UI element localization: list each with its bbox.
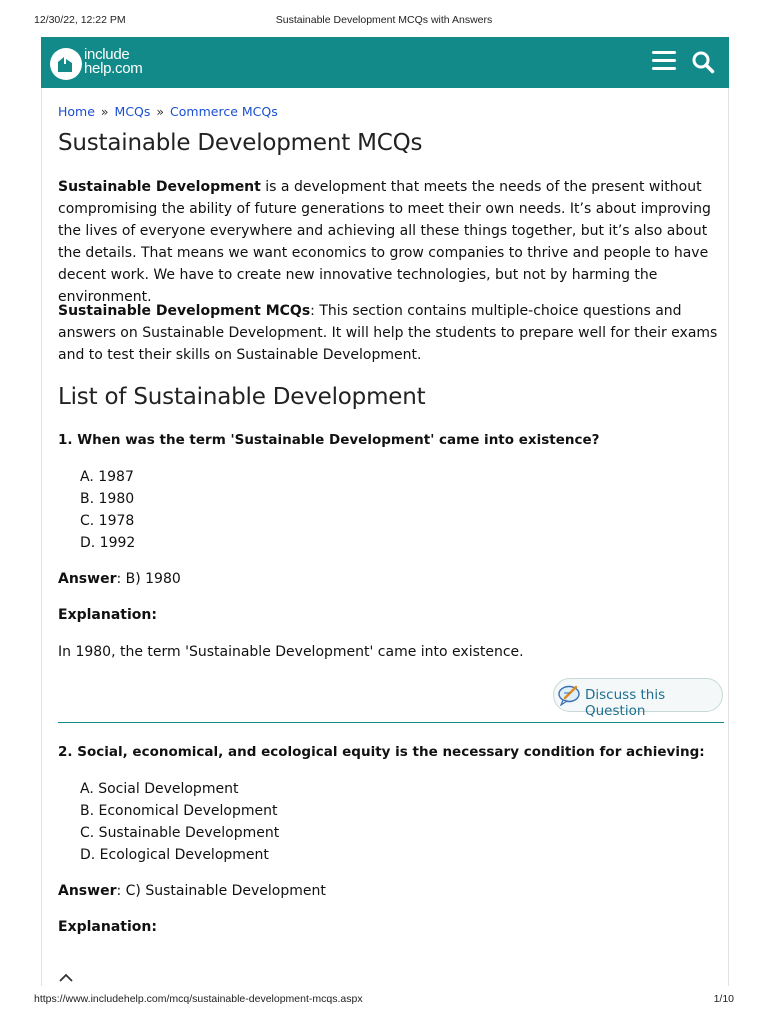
print-url: https://www.includehelp.com/mcq/sustainable-development-mcqs.aspx [34,993,363,1005]
section-intro-bold: Sustainable Development MCQs [58,303,311,319]
question-1-answer [58,571,181,587]
chevron-up-icon[interactable] [58,968,74,978]
section-intro-text: : This section contains multiple-choice questions and answers on Sustainable Development. It will help the students to prepare well for their exams and to test their skills on Sustainable Development. [58,303,718,363]
navbar [41,37,729,88]
intro-paragraph [58,176,722,308]
discuss-chat-icon [558,684,582,706]
option[interactable]: A. 1987 [80,469,134,485]
question-divider [58,722,724,723]
breadcrumb-mcqs[interactable]: MCQs [114,104,151,119]
question-1-explanation: In 1980, the term 'Sustainable Development' came into existence. [58,644,524,660]
logo-line2: help.com [84,60,143,77]
answer-value: : C) Sustainable Development [116,883,326,899]
logo-text [84,48,142,76]
breadcrumb-commerce-mcqs[interactable]: Commerce MCQs [170,104,278,119]
answer-label: Answer [58,883,117,899]
option[interactable]: B. Economical Development [80,803,278,819]
list-title: List of Sustainable Development [58,384,426,410]
discuss-button-label: Discuss this Question [585,687,666,719]
question-2-options [80,778,279,866]
intro-bold: Sustainable Development [58,179,261,195]
question-1-text: 1. When was the term 'Sustainable Development' came into existence? [58,432,600,448]
print-header [0,14,768,30]
logo-house-icon [50,48,82,80]
print-page-number: 1/10 [713,993,734,1005]
option[interactable]: C. 1978 [80,513,135,529]
main-content [41,88,729,986]
question-2-explanation-label: Explanation: [58,919,157,935]
option[interactable]: B. 1980 [80,491,135,507]
question-2-text: 2. Social, economical, and ecological equity is the necessary condition for achieving: [58,744,705,760]
option[interactable]: C. Sustainable Development [80,825,280,841]
answer-value: : B) 1980 [116,571,181,587]
answer-label: Answer [58,571,117,587]
option[interactable]: D. Ecological Development [80,847,269,863]
question-1-explanation-label: Explanation: [58,607,157,623]
search-icon[interactable] [691,50,715,74]
breadcrumb-separator: » [100,104,109,119]
option[interactable]: D. 1992 [80,535,136,551]
option[interactable]: A. Social Development [80,781,239,797]
breadcrumb-home[interactable]: Home [58,104,95,119]
hamburger-icon[interactable] [652,51,676,73]
section-intro-paragraph [58,300,722,366]
question-1-options [80,466,135,554]
discuss-question-button[interactable] [553,678,723,719]
question-2-answer [58,883,326,899]
breadcrumb [58,104,278,119]
intro-text: is a development that meets the needs of the present without compromising the ability of future generations to meet their own needs. It’s about improving the lives of everyone everywhere and achieving all these things together, but it’s also about the details. That means we want economics to grow companies to thrive and people to have decent work. We have to create new innovative technologies, but not by harming the environment. [58,179,711,305]
print-title: Sustainable Development MCQs with Answers [275,14,493,26]
breadcrumb-separator: » [156,104,165,119]
print-footer [0,993,768,1009]
print-datetime: 12/30/22, 12:22 PM [34,14,126,26]
site-logo[interactable] [50,46,162,80]
logo-line1: include [84,46,130,63]
page-title: Sustainable Development MCQs [58,130,423,156]
